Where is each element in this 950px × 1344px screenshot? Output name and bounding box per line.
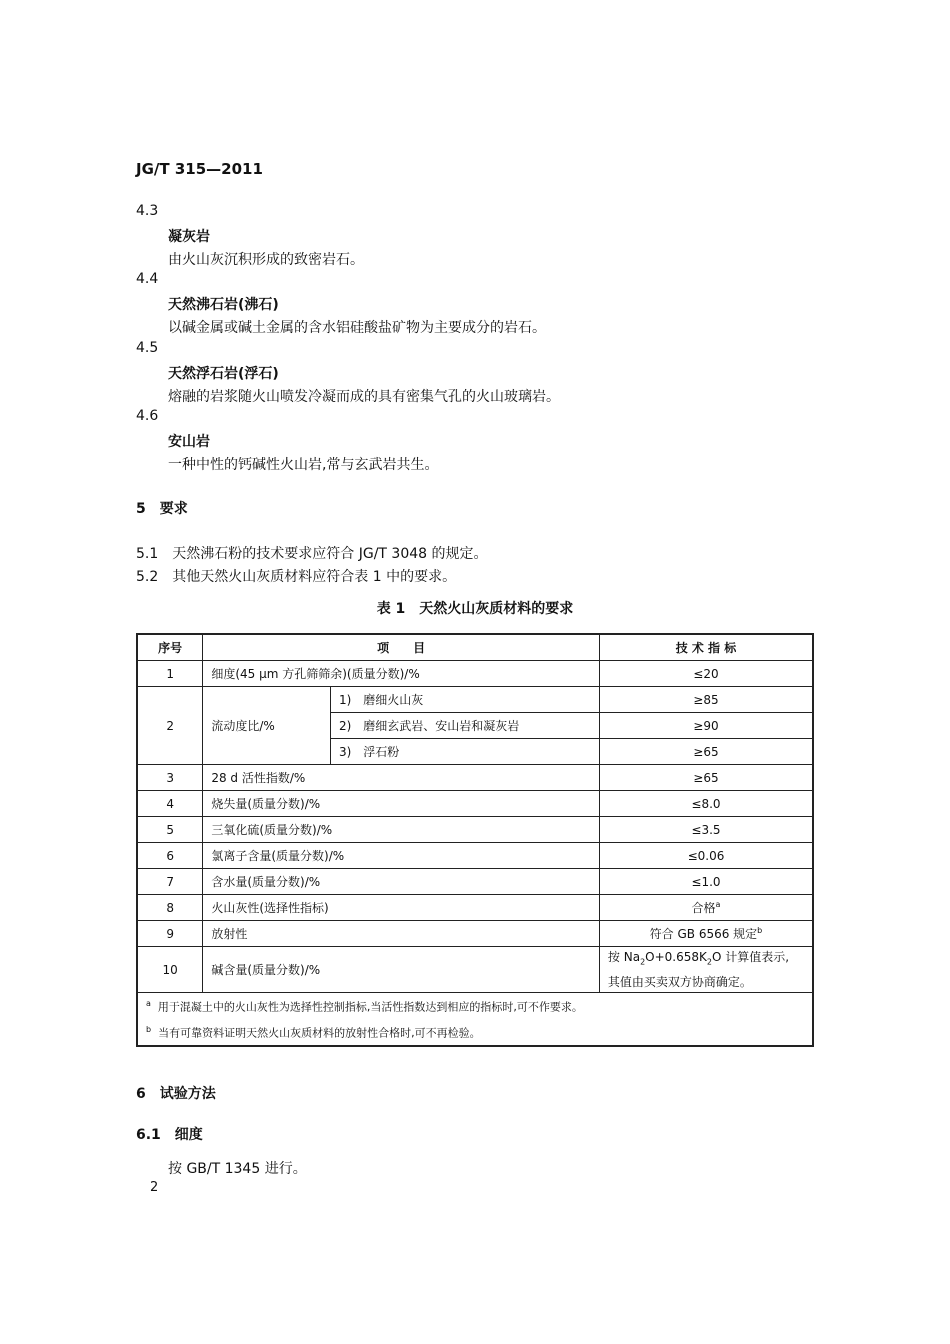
spec-text: 符合 GB 6566 规定 [649, 927, 758, 941]
body-text: 按 GB/T 1345 进行。 [168, 1161, 307, 1177]
spec-text: O 计算值表示, [712, 950, 790, 964]
table-row [137, 791, 813, 817]
clause-number: 4.5 [136, 340, 159, 356]
footnote-mark: a [146, 999, 151, 1009]
term-definition: 熔融的岩浆随火山喷发冷凝而成的具有密集气孔的火山玻璃岩。 [168, 389, 560, 405]
row-spec: ≥65 [599, 739, 813, 765]
table-row [137, 817, 813, 843]
row-spec [599, 947, 813, 993]
document-code: JG/T 315—2011 [136, 160, 263, 178]
spec-text: 其值由买卖双方协商确定。 [607, 975, 752, 990]
row-no: 6 [137, 843, 203, 869]
row-item: 细度(45 μm 方孔筛筛余)(质量分数)/% [203, 661, 600, 687]
footnote [146, 1019, 804, 1045]
row-spec: ≤20 [599, 661, 813, 687]
table-header-row [137, 634, 813, 661]
term-title: 安山岩 [168, 434, 210, 450]
term-definition: 由火山灰沉积形成的致密岩石。 [168, 252, 364, 268]
row-no: 8 [137, 895, 203, 921]
table-footnotes [137, 993, 813, 1046]
spec-text: O+0.658K [645, 950, 707, 964]
row-item: 碱含量(质量分数)/% [203, 947, 600, 993]
header-spec: 技 术 指 标 [599, 634, 813, 661]
table-row [137, 687, 813, 713]
footnote-ref: a [715, 900, 721, 909]
row-spec: ≤8.0 [599, 791, 813, 817]
table-row [137, 765, 813, 791]
page-number: 2 [150, 1180, 159, 1195]
row-spec: ≥90 [599, 713, 813, 739]
row-item: 烧失量(质量分数)/% [203, 791, 600, 817]
row-item: 三氧化硫(质量分数)/% [203, 817, 600, 843]
row-spec: ≥85 [599, 687, 813, 713]
row-spec: ≥65 [599, 765, 813, 791]
row-no: 2 [137, 687, 203, 765]
footnote-row [137, 993, 813, 1046]
table-row [137, 947, 813, 993]
clause-text: 5.1 天然沸石粉的技术要求应符合 JG/T 3048 的规定。 [136, 546, 488, 562]
row-subitem: 2) 磨细玄武岩、安山岩和凝灰岩 [330, 713, 599, 739]
term-title: 天然沸石岩(沸石) [168, 297, 279, 313]
row-item: 火山灰性(选择性指标) [203, 895, 600, 921]
row-no: 9 [137, 921, 203, 947]
row-no: 7 [137, 869, 203, 895]
clause-number: 4.3 [136, 203, 159, 219]
requirements-table [136, 633, 814, 1047]
header-no: 序号 [137, 634, 203, 661]
row-spec: ≤3.5 [599, 817, 813, 843]
footnote-text: 用于混凝土中的火山灰性为选择性控制指标,当活性指数达到相应的指标时,可不作要求。 [157, 1001, 583, 1015]
row-item: 28 d 活性指数/% [203, 765, 600, 791]
table-row [137, 869, 813, 895]
row-spec [599, 895, 813, 921]
row-spec [599, 921, 813, 947]
row-no: 10 [137, 947, 203, 993]
subscript: 2 [640, 957, 646, 967]
header-item: 项 目 [203, 634, 600, 661]
subsection-heading: 6.1 细度 [136, 1127, 203, 1143]
row-no: 5 [137, 817, 203, 843]
table-row [137, 661, 813, 687]
row-no: 1 [137, 661, 203, 687]
row-no: 3 [137, 765, 203, 791]
row-spec: ≤1.0 [599, 869, 813, 895]
footnote-mark: b [146, 1025, 152, 1035]
row-no: 4 [137, 791, 203, 817]
row-subitem: 1) 磨细火山灰 [330, 687, 599, 713]
row-spec: ≤0.06 [599, 843, 813, 869]
term-definition: 一种中性的钙碱性火山岩,常与玄武岩共生。 [168, 457, 439, 473]
term-definition: 以碱金属或碱土金属的含水铝硅酸盐矿物为主要成分的岩石。 [168, 320, 546, 336]
clause-number: 4.6 [136, 408, 159, 424]
row-item: 放射性 [203, 921, 600, 947]
table-row [137, 895, 813, 921]
footnote-ref: b [757, 926, 763, 935]
footnote [146, 993, 804, 1019]
row-subitem: 3) 浮石粉 [330, 739, 599, 765]
table-title: 表 1 天然火山灰质材料的要求 [376, 601, 574, 617]
spec-text: 按 Na [607, 950, 641, 964]
row-item: 流动度比/% [203, 687, 331, 765]
row-item: 含水量(质量分数)/% [203, 869, 600, 895]
term-title: 凝灰岩 [168, 229, 210, 245]
subscript: 2 [706, 957, 712, 967]
section-heading: 5 要求 [136, 501, 188, 517]
clause-text: 5.2 其他天然火山灰质材料应符合表 1 中的要求。 [136, 569, 457, 585]
clause-number: 4.4 [136, 271, 159, 287]
section-heading: 6 试验方法 [136, 1086, 216, 1102]
table-row [137, 843, 813, 869]
footnote-text: 当有可靠资料证明天然火山灰质材料的放射性合格时,可不再检验。 [158, 1026, 481, 1040]
term-title: 天然浮石岩(浮石) [168, 366, 279, 382]
row-item: 氯离子含量(质量分数)/% [203, 843, 600, 869]
spec-text: 合格 [691, 901, 716, 915]
table-row [137, 921, 813, 947]
